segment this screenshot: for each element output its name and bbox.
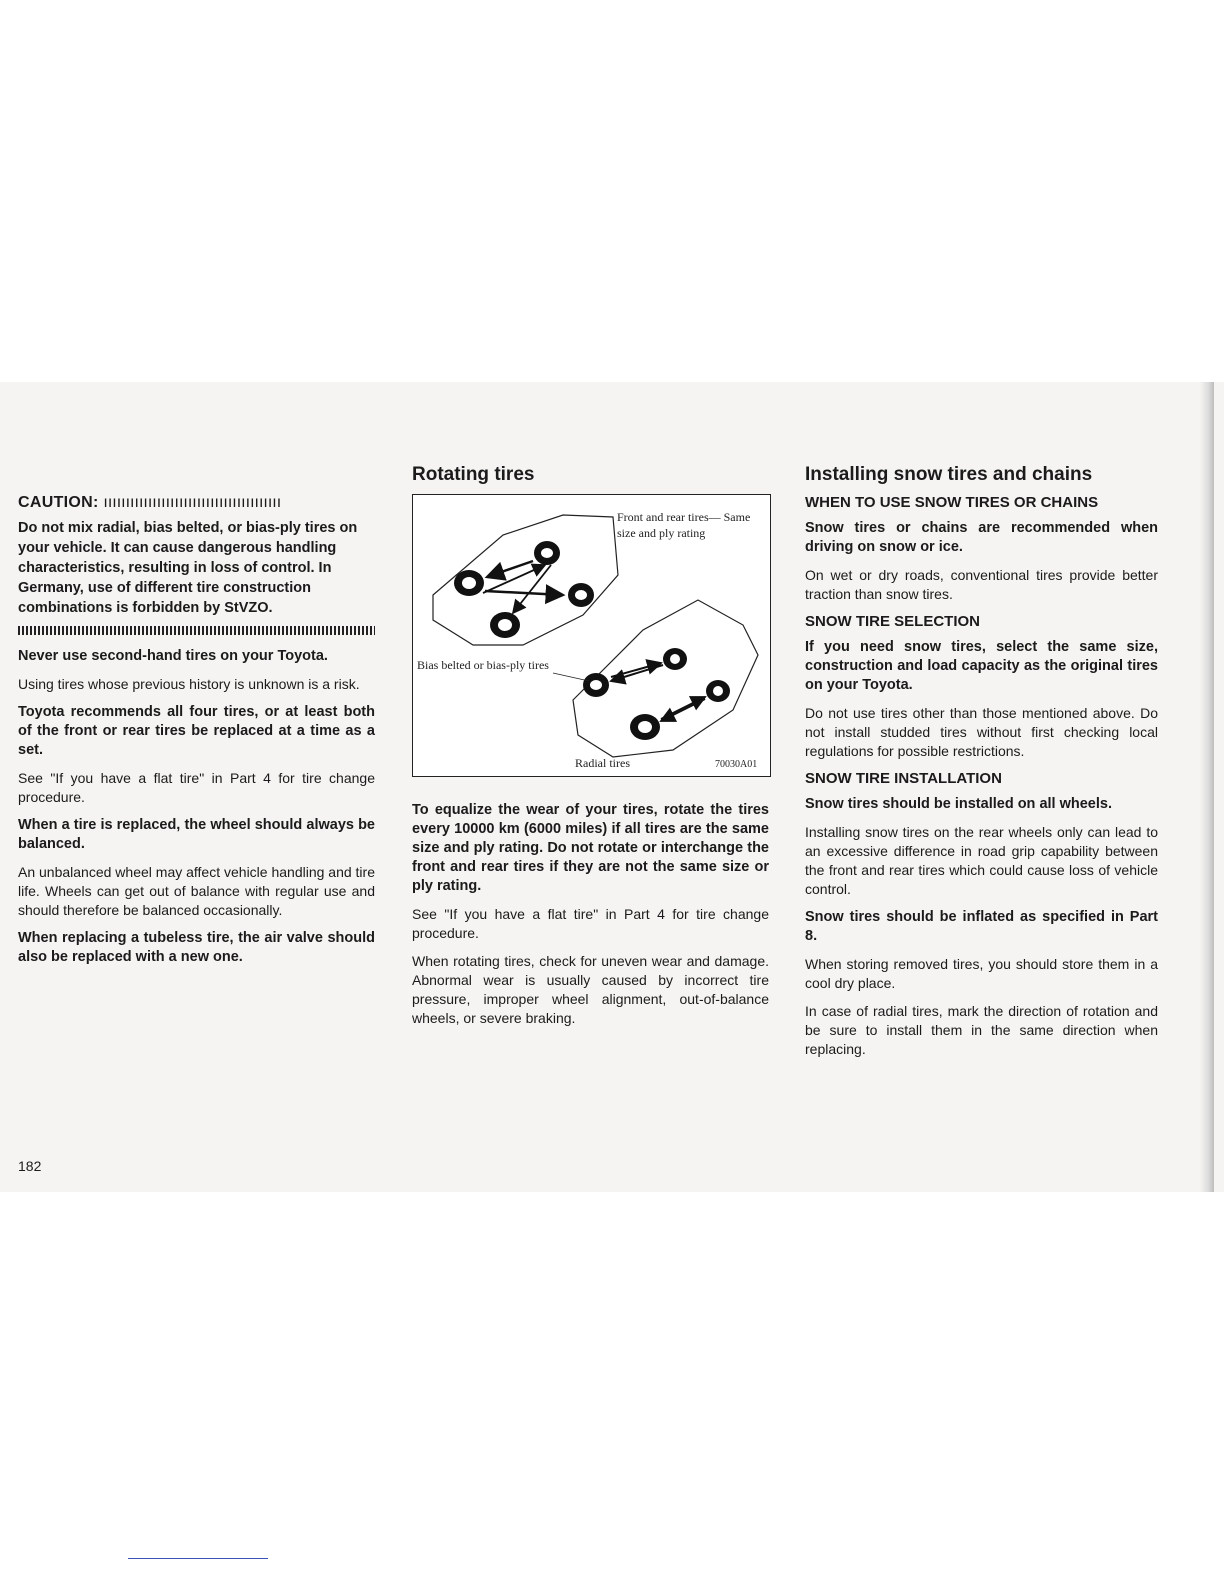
paragraph-bold: Snow tires should be inflated as specified in Part 8. [805, 909, 1158, 944]
paragraph: An unbalanced wheel may affect vehicle handling and tire life. Wheels can get out of balance with regular use and should therefore be balanced occasionally. [18, 864, 375, 918]
paragraph-bold: Never use second-hand tires on your Toyota. [18, 648, 328, 664]
tire-icon-group-top [454, 541, 594, 638]
figure-label-radial: Radial tires [575, 756, 630, 770]
section-heading: Installing snow tires and chains [805, 464, 1093, 485]
paragraph-bold: To equalize the wear of your tires, rotate the tires every 10000 km (6000 miles) if all tires are the same size and ply rating. Do not rotate or interchange the front and rear tires if they are not the same size or ply rating. [412, 802, 769, 894]
figure-label-bias: Bias belted or bias-ply tires [417, 658, 549, 672]
figure-code: 70030A01 [715, 759, 758, 770]
page-edge [1200, 382, 1214, 1192]
right-column [805, 460, 1158, 1068]
paragraph: Installing snow tires on the rear wheels only can lead to an excessive difference in road grip capability between the front and rear tires which could cause loss of vehicle control. [805, 824, 1158, 897]
paragraph-bold: If you need snow tires, select the same size, construction and load capacity as the original tires on your Toyota. [805, 639, 1158, 693]
paragraph: See "If you have a flat tire" in Part 4 for tire change procedure. [18, 770, 375, 805]
paragraph: Do not use tires other than those mentioned above. Do not install studded tires without first checking local regulations for possible restrictions. [805, 705, 1158, 759]
footer-link-line [128, 1558, 268, 1559]
subheading: SNOW TIRE SELECTION [805, 613, 981, 630]
paragraph: Using tires whose previous history is unknown is a risk. [18, 676, 360, 692]
subheading: SNOW TIRE INSTALLATION [805, 770, 1002, 787]
paragraph: When rotating tires, check for uneven wear and damage. Abnormal wear is usually caused by incorrect tire pressure, improper wheel alignment, out-of-balance wheels, or severe braking. [412, 953, 769, 1026]
paragraph: On wet or dry roads, conventional tires provide better traction than snow tires. [805, 567, 1158, 602]
caution-label: CAUTION: [18, 494, 99, 511]
paragraph: See "If you have a flat tire" in Part 4 for tire change procedure. [412, 906, 769, 941]
middle-column [412, 460, 769, 1037]
page-number: 182 [18, 1158, 42, 1174]
caution-rule [18, 626, 375, 635]
paragraph-bold: Snow tires or chains are recommended when driving on snow or ice. [805, 520, 1158, 555]
paragraph-bold: Toyota recommends all four tires, or at least both of the front or rear tires be replaced at a time as a set. [18, 704, 375, 758]
caution-header [18, 494, 375, 512]
left-column [18, 460, 375, 976]
section-heading: Rotating tires [412, 464, 535, 485]
figure-label-top: Front and rear tires— Same size and ply rating [617, 510, 751, 540]
paragraph: In case of radial tires, mark the direction of rotation and be sure to install them in the same direction when replacing. [805, 1003, 1158, 1057]
tire-rotation-figure [412, 494, 771, 777]
paragraph-bold: When replacing a tubeless tire, the air valve should also be replaced with a new one. [18, 930, 375, 965]
subheading: WHEN TO USE SNOW TIRES OR CHAINS [805, 494, 1099, 511]
caution-rule-inline: ıııııııııııııııııııııııııııııııııııııııı [103, 494, 282, 511]
paragraph-bold: Snow tires should be installed on all wheels. [805, 796, 1112, 812]
caution-text: Do not mix radial, bias belted, or bias-ply tires on your vehicle. It can cause dangerous handling characteristics, resulting in loss of control. In Germany, use of different tire construction combinations is forbidden by StVZO. [18, 520, 358, 616]
paragraph-bold: When a tire is replaced, the wheel should always be balanced. [18, 817, 375, 852]
paragraph: When storing removed tires, you should store them in a cool dry place. [805, 956, 1158, 991]
